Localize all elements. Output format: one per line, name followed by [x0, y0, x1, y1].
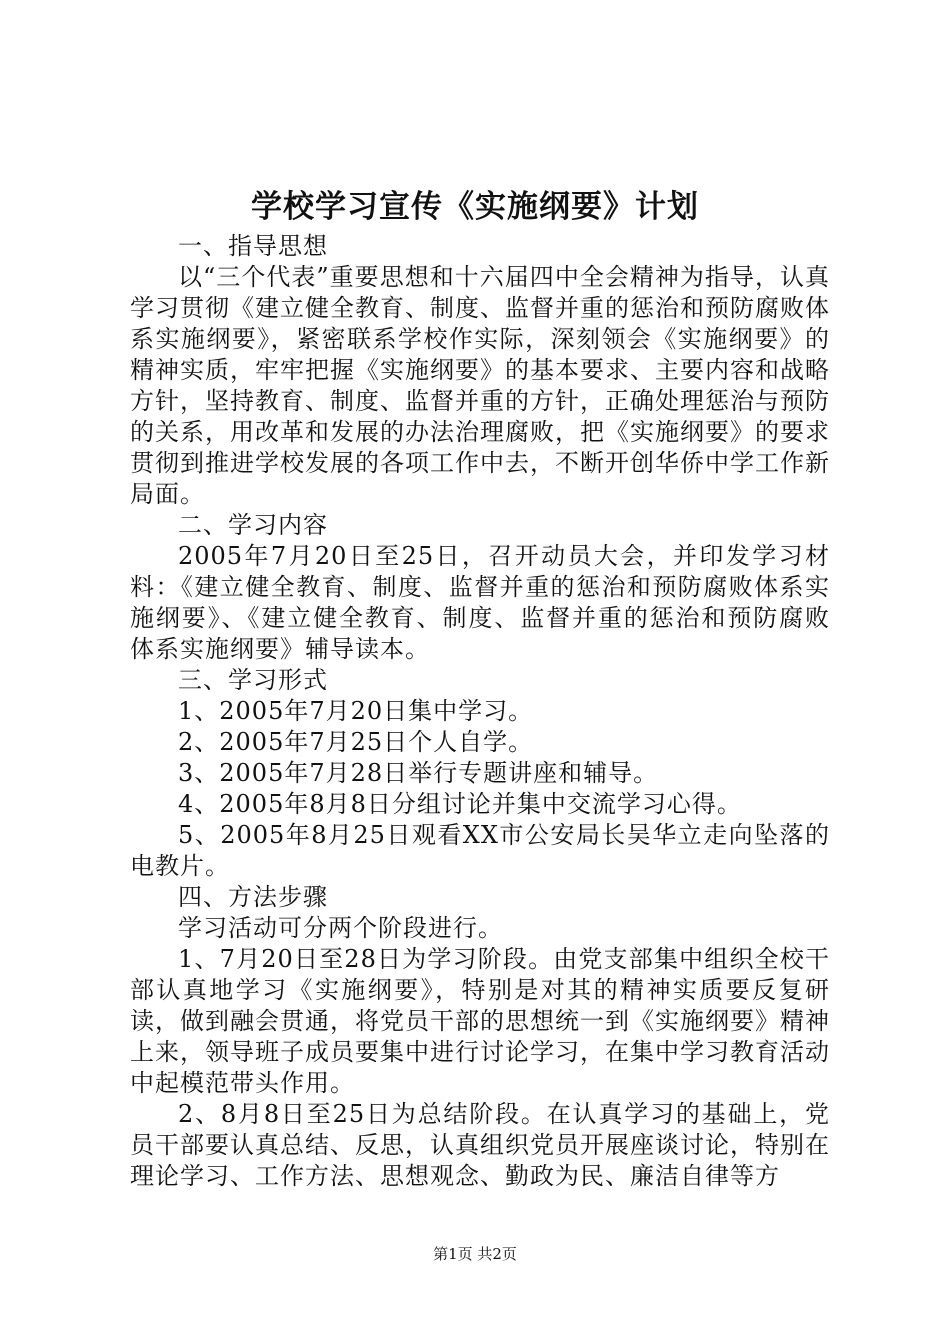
- section-heading-guiding-thought: 一、指导思想: [178, 232, 328, 260]
- paragraph-guiding-thought: 以“三个代表”重要思想和十六届四中全会精神为指导，认真学习贯彻《建立健全教育、制度、监督并重的惩治和预防腐败体系实施纲要》，紧密联系学校作实际，深刻领会《实施纲要》的精神实质，牢牢把握《实施纲要》的基本要求、主要内容和战略方针，坚持教育、制度、监督并重的方针，正确处理惩治与预防的关系，用改革和发展的办法治理腐败，把《实施纲要》的要求贯彻到推进学校发展的各项工作中去，不断开创华侨中学工作新局面。: [130, 263, 830, 508]
- list-item-study-form-1: 1、2005年7月20日集中学习。: [178, 697, 534, 725]
- paragraph-method-intro: 学习活动可分两个阶段进行。: [178, 914, 503, 942]
- list-item-study-form-2: 2、2005年7月25日个人自学。: [178, 728, 534, 756]
- list-item-study-form-5: 5、2005年8月25日观看XX市公安局长吴华立走向坠落的电教片。: [130, 821, 830, 880]
- section-heading-study-form: 三、学习形式: [178, 666, 328, 694]
- document-body: [130, 231, 830, 1192]
- section-heading-method-steps: 四、方法步骤: [178, 883, 328, 911]
- paragraph-stage-1: 1、7月20日至28日为学习阶段。由党支部集中组织全校干部认真地学习《实施纲要》，特别是对其的精神实质要反复研读，做到融会贯通，将党员干部的思想统一到《实施纲要》精神上来，领导班子成员要集中进行讨论学习，在集中学习教育活动中起模范带头作用。: [130, 945, 830, 1097]
- section-heading-study-content: 二、学习内容: [178, 511, 328, 539]
- paragraph-stage-2: 2、8月8日至25日为总结阶段。在认真学习的基础上，党员干部要认真总结、反思，认真组织党员开展座谈讨论，特别在理论学习、工作方法、思想观念、勤政为民、廉洁自律等方: [130, 1100, 830, 1190]
- list-item-study-form-4: 4、2005年8月8日分组讨论并集中交流学习心得。: [178, 790, 742, 818]
- paragraph-study-content: 2005年7月20日至25日，召开动员大会，并印发学习材料：《建立健全教育、制度、监督并重的惩治和预防腐败体系实施纲要》、《建立健全教育、制度、监督并重的惩治和预防腐败体系实施纲要》辅导读本。: [130, 542, 830, 663]
- document-title: 学校学习宣传《实施纲要》计划: [251, 189, 699, 225]
- page-number-footer: 第1页 共2页: [433, 1245, 517, 1263]
- list-item-study-form-3: 3、2005年7月28日举行专题讲座和辅导。: [178, 759, 659, 787]
